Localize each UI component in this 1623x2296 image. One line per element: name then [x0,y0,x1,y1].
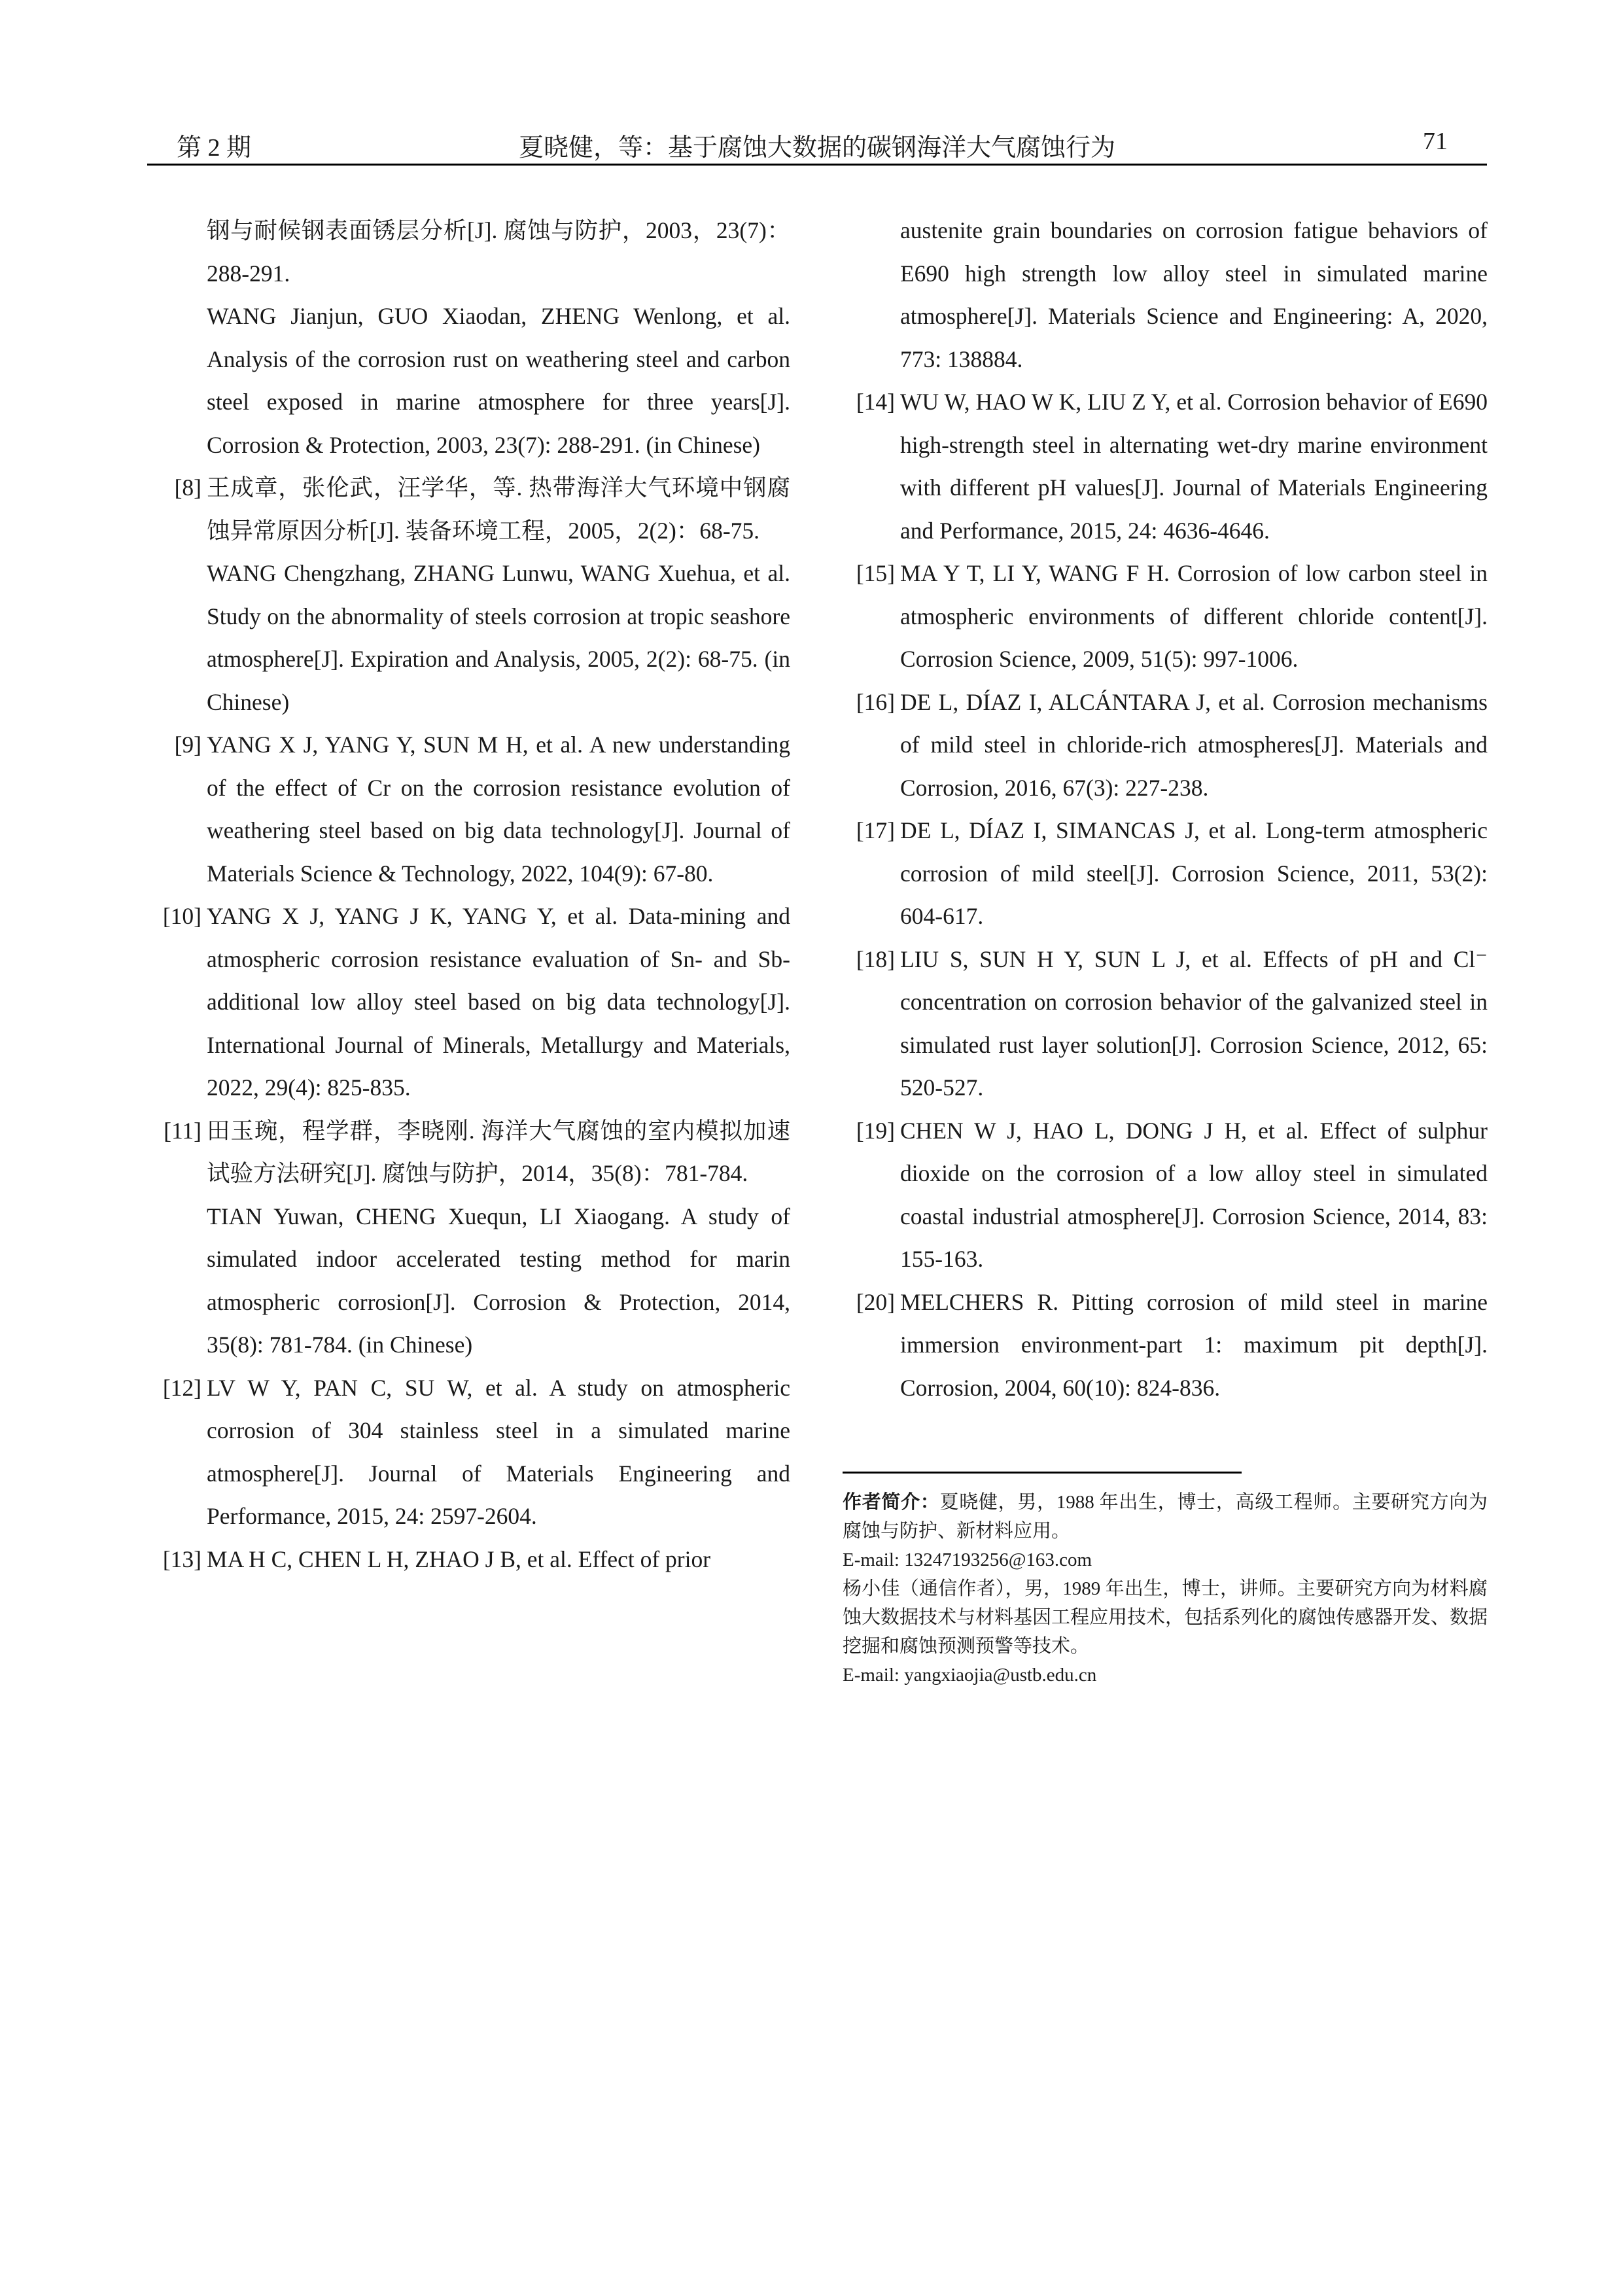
reference-number: [9] [174,732,201,758]
reference-text: WANG Chengzhang, ZHANG Lunwu, WANG Xuehua, et al. Study on the abnormality of steels corrosion at tropic seashore atmosphere[J]. Expiration and Analysis, 2005, 2(2): 68-75. (in Chinese) [207,560,790,715]
reference-item [843,1281,1488,1410]
reference-number: [17] [856,817,895,843]
reference-number: [11] [164,1117,201,1144]
reference-text: TIAN Yuwan, CHENG Xuequn, LI Xiaogang. A study of simulated indoor accelerated testing method for marin atmospheric corrosion[J]. Corrosion & Protection, 2014, 35(8): 781-784. (in Chinese) [207,1203,790,1358]
reference-text: DE L, DÍAZ I, SIMANCAS J, et al. Long-term atmospheric corrosion of mild steel[J]. Corrosion Science, 2011, 53(2): 604-617. [900,817,1488,929]
reference-item [843,1110,1488,1281]
reference-item [149,724,790,895]
reference-text: MA Y T, LI Y, WANG F H. Corrosion of low carbon steel in atmospheric environments of different chloride content[J]. Corrosion Science, 2009, 51(5): 997-1006. [900,560,1488,672]
references-right-column [843,209,1488,1409]
reference-item [149,895,790,1110]
reference-text: DE L, DÍAZ I, ALCÁNTARA J, et al. Corrosion mechanisms of mild steel in chloride-rich atmospheres[J]. Materials and Corrosion, 2016, 67(3): 227-238. [900,688,1488,801]
reference-item [149,1110,790,1367]
reference-text: austenite grain boundaries on corrosion fatigue behaviors of E690 high strength low alloy steel in simulated marine atmosphere[J]. Materials Science and Engineering: A, 2020, 773: 138884. [900,217,1488,372]
reference-number: [8] [174,474,201,501]
reference-item [843,381,1488,552]
reference-number: [13] [162,1545,201,1572]
reference-text: LIU S, SUN H Y, SUN L J, et al. Effects of pH and Cl⁻ concentration on corrosion behavior of the galvanized steel in simulated rust layer solution[J]. Corrosion Science, 2012, 65: 520-527. [900,945,1488,1101]
references-left-column [149,209,790,1581]
author1-bio-line [843,1488,1488,1545]
reference-item [843,681,1488,810]
reference-text: MA H C, CHEN L H, ZHAO J B, et al. Effect of prior [207,1545,711,1572]
reference-text: 钢与耐候钢表面锈层分析[J]. 腐蚀与防护，2003，23(7)：288-291. [207,217,790,287]
reference-text: WU W, HAO W K, LIU Z Y, et al. Corrosion behavior of E690 high-strength steel in alternating wet-dry marine environment with different pH values[J]. Journal of Materials Engineering and Performance, 2015, 24: 4636-4646. [900,389,1488,544]
author2-email: E-mail: yangxiaojia@ustb.edu.cn [843,1665,1097,1686]
reference-number: [18] [856,945,895,972]
reference-text: CHEN W J, HAO L, DONG J H, et al. Effect of sulphur dioxide on the corrosion of a low alloy steel in simulated coastal industrial atmosphere[J]. Corrosion Science, 2014, 83: 155-163. [900,1117,1488,1272]
reference-item [843,552,1488,681]
reference-number: [16] [856,688,895,715]
reference-number: [12] [162,1374,201,1401]
reference-item [149,1538,790,1581]
reference-text: MELCHERS R. Pitting corrosion of mild steel in marine immersion environment-part 1: maximum pit depth[J]. Corrosion, 2004, 60(10): 824-836. [900,1288,1488,1401]
reference-number: [19] [856,1117,895,1144]
reference-item [149,1367,790,1538]
author-notes-label: 作者简介： [843,1492,940,1513]
reference-text: YANG X J, YANG J K, YANG Y, et al. Data-mining and atmospheric corrosion resistance evaluation of Sn- and Sb-additional low alloy steel based on big data technology[J]. International Journal of Minerals, Metallurgy and Materials, 2022, 29(4): 825-835. [207,903,790,1101]
footnote-rule [843,1472,1242,1474]
page-number: 71 [1423,128,1448,155]
author1-email: E-mail: 13247193256@163.com [843,1549,1092,1570]
reference-item [843,809,1488,938]
reference-text: 王成章，张伦武，汪学华，等. 热带海洋大气环境中钢腐蚀异常原因分析[J]. 装备环境工程，2005，2(2)：68-75. [207,474,790,544]
reference-item [149,467,790,724]
reference-text: 田玉琬，程学群，李晓刚. 海洋大气腐蚀的室内模拟加速试验方法研究[J]. 腐蚀与防护，2014，35(8)：781-784. [207,1117,790,1186]
reference-number: [10] [162,903,201,929]
author-notes [843,1472,1488,1689]
reference-text: YANG X J, YANG Y, SUN M H, et al. A new understanding of the effect of Cr on the corrosion resistance evolution of weathering steel based on big data technology[J]. Journal of Materials Science & Technology, 2022, 104(9): 67-80. [207,732,790,887]
reference-continuation [149,209,790,467]
reference-text: LV W Y, PAN C, SU W, et al. A study on atmospheric corrosion of 304 stainless steel in a simulated marine atmosphere[J]. Journal of Materials Engineering and Performance, 2015, 24: 2597-2604. [207,1374,790,1529]
reference-item [843,938,1488,1110]
reference-number: [20] [856,1288,895,1315]
running-title: 夏晓健，等：基于腐蚀大数据的碳钢海洋大气腐蚀行为 [518,134,1115,162]
reference-number: [14] [856,389,895,415]
reference-continuation [843,209,1488,381]
reference-text: WANG Jianjun, GUO Xiaodan, ZHENG Wenlong, et al. Analysis of the corrosion rust on weathering steel and carbon steel exposed in marine atmosphere for three years[J]. Corrosion & Protection, 2003, 23(7): 288-291. (in Chinese) [207,303,790,458]
issue-label: 第 2 期 [177,134,252,162]
reference-number: [15] [856,560,895,586]
author1-bio: 夏晓健，男，1988 年出生，博士，高级工程师。主要研究方向为腐蚀与防护、新材料应用。 [843,1492,1488,1542]
author2-bio: 杨小佳（通信作者），男，1989 年出生，博士，讲师。主要研究方向为材料腐蚀大数据技术与材料基因工程应用技术，包括系列化的腐蚀传感器开发、数据挖掘和腐蚀预测预警等技术。 [843,1578,1488,1657]
running-header [147,123,1487,166]
